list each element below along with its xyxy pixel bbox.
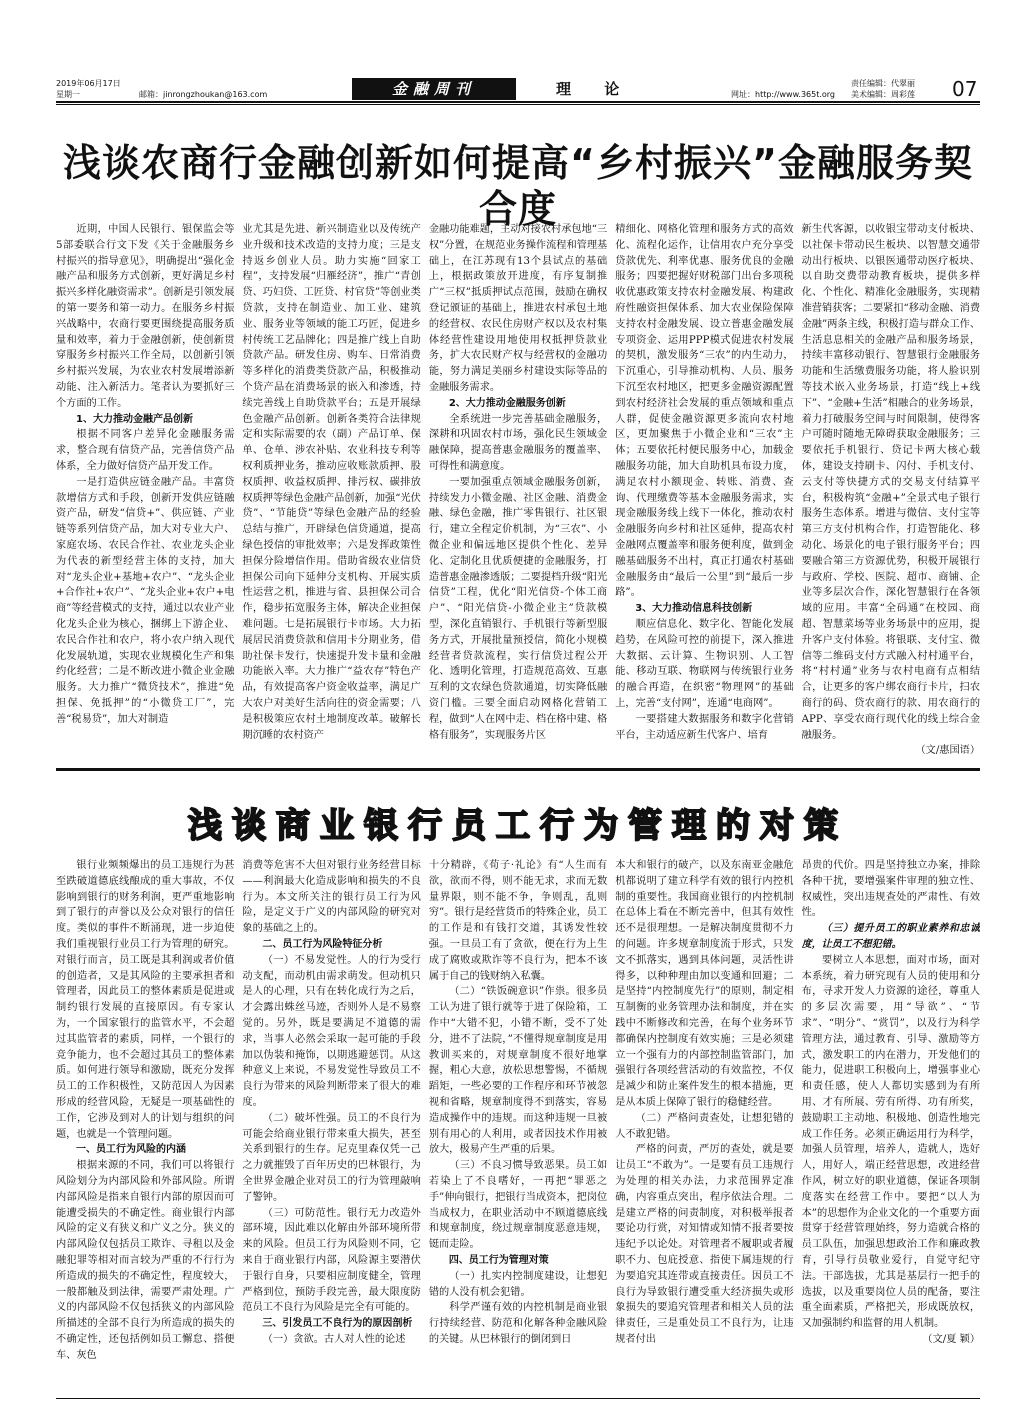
section-heading: 2、大力推动金融服务创新 — [448, 397, 566, 409]
paragraph: （三）不良习惯导致恶果。员工如若染上了不良嗜好，一再把“罪恶之手”伸向银行，把银行当成资本，把岗位当成权力，在职业活动中不顾道德底线和规章制度，绕过规章制度恶意违规，铤而走险。 — [428, 1160, 608, 1251]
paragraph: 一是打造供应链金融产品。丰富贷款增信方式和手段，创新开发供应链融资产品，研发“信贷+”、供应链、产业链等系列信贷产品，加大对专业大户、家庭农场、农民合作社、农业龙头企业为代表的新型经营主体的支持，加大对“龙头企业+基地+农户”、“龙头企业+合作社+农户”、“龙头企业+农户+电商”等经营模式的支持，通过以农业产业化龙头企业为核心，捆绑上下游企业、农民合作社和农户，将小农户纳入现代化发展轨道，实现农业规模化生产和集约化经营；二是不断改进小微企业金融服务。大力推广“微贷技术”，推进“免担保、免抵押”的“小微贷工厂”，完善“税易贷”，加大对制造 — [56, 476, 235, 725]
article2-column-1 — [56, 858, 234, 1390]
section-heading: 三、引发员工不良行为的原因剖析 — [262, 1318, 413, 1330]
section-heading: 3、大力推动信息科技创新 — [635, 603, 753, 615]
paragraph: 银行业频频爆出的员工违规行为甚至跌破道德底线酿成的重大事故，不仅影响到银行的财务利润，更严重地影响到了银行的声誉以及公众对银行的信任度。类似的事件不断涌现，进一步迫使我们重视银行业员工行为管理的研究。对银行而言，员工既是其利润或者价值的创造者，又是其风险的主要承担者和管理者，因此员工的整体素质是促进或制约银行发展的直接原因。有专家认为，一个国家银行的监管水平，不会超过其监管者的素质，同样，一个银行的竞争能力，也不会超过其员工的整体素质。如何进行领导和激励，既充分发挥员工的工作积极性，又防范因人为因素形成的经营风险，无疑是一项基础性的工作，它涉及到对人的计划与组织的问题，也就是一个管理问题。 — [56, 860, 235, 1140]
paragraph: （三）可防范性。银行无力改造外部环境，因此难以化解由外部环境所带来的风险。但员工行为风险则不同，它来自于商业银行内部，风险源主要潜伏于银行自身，只要相应制度健全，管理严格到位，预防手段完善，最大限度防范员工不良行为风险是完全有可能的。 — [242, 1207, 421, 1314]
section-heading: 一、员工行为风险的内涵 — [76, 1144, 186, 1156]
paragraph: 科学严谨有效的内控机制是商业银行持续经营、防范和化解各种金融风险的关键。从巴林银行的倒闭到日 — [428, 1302, 608, 1345]
paragraph: 本大和银行的破产，以及东南亚金融危机都说明了建立科学有效的银行内控机制的重要性。我国商业银行的内控机制在总体上看在不断完善中，但其有效性还不是很理想。一是解决制度贯彻不力的问题。许多规章制度流于形式，只发文不抓落实，遇到具体问题，灵活性讲得多，以种种理由加以变通和回避；二是坚持“内控制度先行”的原则，制定相互制衡的业务管理办法和制度，并在实践中不断修改和完善，在每个业务环节都确保内控制度有效实施；三是必须建立一个强有力的内部控制监管部门，加强银行各项经营活动的有效监控，不仅是减少和防止案件发生的根本措施，更是从本质上保障了银行的稳健经营。 — [615, 860, 794, 1108]
article2-column-5 — [802, 858, 980, 1390]
paragraph: 根据来源的不同，我们可以将银行风险划分为内部风险和外部风险。所谓内部风险是指来自银行内部的原因而可能遭受损失的不确定性。商业银行内部风险的定义有狭义和广义之分。狭义的内部风险仅包括员工欺诈、寻租以及金融犯罪等相对而言较为严重的不行行为所造成的损失的不确定性，程度较大，一般都触及到法律，需要严肃处理。广义的内部风险不仅包括狭义的内部风险所描述的全部不良行为所造成的损失的不确定性，还包括例如员工懈怠、搭便车、灰色 — [56, 1160, 235, 1361]
article2-title: 浅谈商业银行员工行为管理的对策 — [188, 806, 848, 846]
section-heading: 四、员工行为管理对策 — [448, 1254, 549, 1266]
paragraph: 十分精辟，《荀子·礼论》有“人生而有欲，欲而不得，则不能无求，求而无数量界限，则不能不争，争则乱，乱则穷”。银行是经营货币的特殊企业，员工的工作是和有钱打交道，其诱发性较强。一旦员工有了贪欲，便在行为上生成了腐败或欺诈等不良行为，把本不该属于自己的钱财纳入私囊。 — [428, 860, 608, 982]
subsection-heading: （三）提升员工的职业素养和忠诚度，让员工不想犯错。 — [801, 923, 981, 950]
header-rule — [56, 101, 980, 103]
paragraph: 近期，中国人民银行、银保监会等5部委联合行文下发《关于金融服务乡村振兴的指导意见》，明确提出“强化金融产品和服务方式创新，更好满足乡村振兴多样化融资需求”。创新是引领发展的第一要务和第一动力。在服务乡村振兴战略中，农商行要更围绕提高服务质量和效率，着力于金融创新，使创新贯穿服务乡村振兴工作全局，以创新引领乡村振兴发展，为农业农村发展增添新动能、注入新活力。笔者认为要抓好三个方面的工作。 — [56, 224, 235, 409]
article1-column-2 — [242, 222, 420, 758]
section-heading: 1、大力推动金融产品创新 — [76, 413, 193, 425]
date-text: 2019年06月17日 — [56, 79, 121, 88]
paragraph: 顺应信息化、数字化、智能化发展趋势，在风险可控的前提下，深入推进大数据、云计算、生物识别、人工智能、移动互联、物联网与传统银行业务的融合再造，在织密“物理网”的基础上，完善“支付网”，连通“电商网”。 — [615, 618, 794, 709]
article2-body — [56, 858, 980, 1390]
paragraph: 严格的问责，严厉的查处，就是要让员工“不敢为”。一是要有员工违规行为处理的相关办法，力求范围界定准确，内容重点突出，程序依法合理。二是建立严格的问责制度，对积极举报者要论功行赏，对知情或知情不报者要按违纪予以论处。对管理者不履职或者履职不力、包庇授意、指使下属违规的行为要追究其连带或直接责任。因员工不良行为导致银行遭受重大经济损失或形象损失的要追究管理者和相关人员的法律责任，三是重处员工不良行为，让违规者付出 — [615, 1144, 794, 1345]
masthead-logo: 金融周刊 — [352, 78, 516, 100]
paragraph: 新生代客源，以收银宝带动支付板块、以社保卡带动民生板块、以智慧交通带动出行板块、以银医通带动医疗板块、以自助交费带动教育板块，提供多样化、个性化、精准化金融服务，实现精准营销获客；二要紧扣“移动金融、消费金融”两条主线，积极打造与群众工作、生活息息相关的金融产品和服务场景，持续丰富移动银行、智慧银行金融服务功能和生活缴费服务功能，将人脸识别等技术嵌入业务场景，打造“线上+线下”、“金融+生活”相融合的业务场景，着力打破服务空间与时间限制，使得客户可随时随地无障碍获取金融服务；三要依托手机银行、贷记卡两大核心载体，建设支持刷卡、闪付、手机支付、云支付等快捷方式的交易支付结算平台，积极构筑“金融+”全景式电子银行服务生态体系。增进与微信、支付宝等第三方支付机构合作，打造智能化、移动化、场景化的电子银行服务平台；四要融合第三方资源优势，积极开展银行与政府、学校、医院、超市、商铺、企业等多层次合作，深化智慧银行在各领域的应用。丰富“全码通”在校园、商超、智慧菜场等业务场景中的应用，提升客户支付体验。将银联、支付宝、微信等二维码支付方式融入村村通平台，将“村村通”业务与农村电商有点相结合，让更多的客户绑农商行卡片，扫农商行的码、贷农商行的款、用农商行的APP、享受农商行现代化的线上综合金融服务。 — [801, 224, 981, 741]
paragraph: 消费等危害不大但对银行业务经营目标——利润最大化造成影响和损失的不良行为。本文所关注的银行员工行为风险，是定义于广义的内部风险的研究对象的基础之上的。 — [242, 860, 421, 935]
paragraph: 一要加强重点领域金融服务创新，持续发力小微金融、社区金融、消费金融、绿色金融，推广零售银行、社区银行，建立全程定价机制，为“三农”、小微企业和偏远地区提供个性化、差异化、定制化且优质便捷的金融服务，打造普惠金融渗透版；二要提档升级“阳光信贷”工程，优化“阳光信贷-个体工商户”、“阳光信贷-小微企业主”贷款模型，深化直销银行、手机银行等新型服务方式，开展批量预授信，简化小规模经营者贷款流程，实行信贷过程公开化、透明化管理，打造规范高效、互惠互利的文农绿色贷款通道，切实降低融资门槛。三要全面启动网格化营销工程，做到“人在网中走、档在格中建、格格有服务”，实现服务片区 — [428, 476, 608, 741]
article1-body — [56, 222, 980, 758]
paragraph: （一）不易发觉性。人的行为受行动支配，而动机由需求萌发。但动机只是人的心理，只有在转化成行为之后，才会露出蛛丝马迹，否则外人是不易察觉的。另外，既是要满足不道德的需求，当事人必然会采取一起可能的手段加以伪装和掩饰，以期逃避惩罚。从这种意义上来说，不易发觉性导致员工不良行为带来的风险判断带来了很大的难度。 — [242, 954, 421, 1108]
weekday-text: 星期一 — [56, 90, 80, 99]
article1-column-1 — [56, 222, 234, 758]
paragraph: 全系统进一步完善基础金融服务，深耕和巩固农村市场，强化民生领域金融保障，提高普惠金融服务的覆盖率、可得性和满意度。 — [428, 413, 608, 472]
paragraph: 昂贵的代价。四是坚持独立办案，排除各种干扰，要增强案件审理的独立性、权威性，突出违规查处的严肃性、有效性。 — [801, 860, 981, 919]
paragraph: 一要搭建大数据服务和数字化营销平台，主动适应新生代客户、培育 — [615, 713, 794, 741]
section-name: 理 论 — [556, 80, 634, 98]
article-separator — [56, 768, 980, 771]
author-byline: （文/夏 颖） — [922, 1333, 981, 1345]
page-number: 07 — [952, 77, 978, 101]
article1-column-4 — [615, 222, 793, 758]
header-rule-thin — [56, 104, 980, 105]
article2-column-4 — [615, 858, 793, 1390]
author-byline: （文/惠国语） — [915, 745, 981, 757]
website-address: 网址：http://www.365t.org — [731, 90, 836, 99]
paragraph: （一）扎实内控制度建设，让想犯错的人没有机会犯错。 — [428, 1270, 608, 1298]
article1-title: 浅谈农商行金融创新如何提高“乡村振兴”金融服务契合度 — [63, 141, 973, 231]
paragraph: 金融功能难题，主动对接农村承包地“三权”分置，在规范业务操作流程和管理基础上，在江苏现有13个县试点的基础上，根据政策放开进度，有序复制推广“三权”抵质押试点范围，鼓励在确权登记颁证的基础上，推进农村承包土地的经营权、农民住房财产权以及农村集体经营性建设用地使用权抵押贷款业务，扩大农民财产权与经营权的金融功能，努力满足美丽乡村建设实际等品的金融服务需求。 — [428, 224, 608, 393]
section-heading: 二、员工行为风险特征分析 — [262, 938, 383, 950]
article1-column-3 — [429, 222, 607, 758]
paragraph: （二）破坏性强。员工的不良行为可能会给商业银行带来重大损失，甚至关系到银行的生存。尼克里森仅凭一己之力就摧毁了百年历史的巴林银行，为全世界金融企业对员工的行为管理敲响了警钟。 — [242, 1112, 421, 1203]
footer-rule — [56, 1398, 980, 1399]
article2-column-3 — [429, 858, 607, 1390]
paragraph: 要树立人本思想，面对市场，面对本系统，着力研究现有人员的使用和分布，寻求开发人力资源的途径，尊重人的多层次需要，用“导欲”、“节求”、“明分”、“赏罚”，以及行为科学管理方法，通过教育、引导、激励等方式，激发职工的内在潜力，开发他们的能力，促进职工积极向上，增强事业心和责任感，使人人都切实感到为有所用、才有所展、劳有所得、功有所奖，鼓励职工主动地、积极地、创造性地完成工作任务。必须正确运用行为科学，加强人员管理，培养人，造就人，选好人，用好人，端正经营思想，改进经营作风，树立好的职业道德，保证各项制度落实在经营工作中。要把“以人为本”的思想作为企业文化的一个重要方面贯穿于经营管理始终，努力造就合格的员工队伍，加强思想政治工作和廉政教育，引导行员敬业爱行，自觉守纪守法。干部选拔，尤其是基层行一把手的选拔，以及重要岗位人员的配备，要注重全面素质，严格把关，形成既放权，又加强制约和监督的用人机制。 — [801, 954, 981, 1330]
issue-date — [56, 78, 121, 100]
paragraph: （一）贪欲。古人对人性的论述 — [262, 1333, 406, 1345]
article2-column-2 — [242, 858, 420, 1390]
paragraph: （二）严格问责查处，让想犯错的人不敢犯错。 — [615, 1112, 794, 1140]
page-header — [56, 78, 986, 100]
paragraph: 精细化、网格化管理和服务方式的高效化、流程化运作，让信用农户充分享受贷款优先、利率优惠、服务优良的金融服务；四要把握好财税部门出台多项税收优惠政策支持农村金融发展、构建政府性融资担保体系、加大农业保险保障支持农村金融发展、设立普惠金融发展专项资金、运用PPP模式促进农村发展的契机，激发服务“三农”的内生动力，下沉重心，引导推动机构、人员、服务下沉至农村地区，把更多金融资源配置到农村经济社会发展的重点领域和重点人群，促使金融资源更多流向农村地区，更加聚焦于小微企业和“三农”主体；五要依托村便民服务中心，加载金融服务功能，加大自助机具布设力度，满足农村小额现金、转账、消费、查询、代理缴费等基本金融服务需求，实现金融服务线上线下一体化，推动农村金融服务向乡村和社区延伸，提高农村金融网点覆盖率和服务便利度，做到金融基础服务不出村，真正打通农村基础金融服务由“最后一公里”到“最后一步路”。 — [615, 224, 794, 599]
editor-credits — [851, 78, 915, 100]
email-address: 邮箱：jinrongzhoukan@163.com — [139, 90, 268, 99]
paragraph: （二）“铁饭碗意识”作祟。很多员工认为进了银行就等于进了保险箱，工作中“大错不犯，小错不断，受不了处分，进不了法院，”不懂得规章制度是用教训买来的，对规章制度不很好地掌握，粗心大意，放松思想警惕，不循规蹈矩，一些必要的工作程序和环节被忽视和省略，规章制度得不到落实，容易造成操作中的违规。而这种违规一旦被别有用心的人利用，或者因技术作用被放大，极易产生严重的后果。 — [428, 986, 608, 1156]
article1-column-5 — [802, 222, 980, 758]
editor-text: 责任编辑：代翠丽 — [851, 79, 915, 88]
art-editor-text: 美术编辑：周彩莲 — [851, 90, 915, 99]
paragraph: 业尤其是先进、新兴制造业以及传统产业升级和技术改造的支持力度；三是支持返乡创业人员。助力实施“回家工程”，支持发展“归雁经济”，推广“青创贷、巧妇贷、工匠贷、村官贷”等创业类贷款，支持在制造业、加工业、建筑业、服务业等领域的能工巧匠，促进乡村传统工艺品牌化；四是推广线上自助贷款产品。研发住房、购车、日常消费等多样化的消费类贷款产品，积极推动个贷产品在消费场景的嵌入和渗透，持续完善线上自助贷款平台；五是开展绿色金融产品创新。创新各类符合法律规定和实际需要的农（副）产品订单、保单、仓单、涉农补贴、农业科技专利等权利质押业务，推动应收账款质押、股权质押、收益权质押、排污权、碳排放权质押等绿色金融产品创新，加强“光伏贷”、“节能贷”等绿色金融产品的经验总结与推广，开辟绿色信贷通道，提高绿色授信的审批效率；六是发挥政策性担保分险增信作用。借助省级农业信贷担保公司向下延伸分支机构、开展实质性运营之机，推进与省、县担保公司合作，稳步拓宽服务主体，解决企业担保难问题。七是拓展银行卡市场。大力拓展居民消费贷款和信用卡分期业务，借助社保卡发行，快速提升发卡量和金融功能嵌入率。大力推广“益农存”特色产品，有效提高客户资金收益率，满足广大农户对美好生活向往的资金需要；八是积极策应农村土地制度改革。破解长期沉睡的农村资产 — [242, 224, 421, 741]
paragraph: 根据不同客户差异化金融服务需求，整合现有信贷产品，完善信贷产品体系，全力做好信贷产品开发工作。 — [56, 429, 235, 472]
